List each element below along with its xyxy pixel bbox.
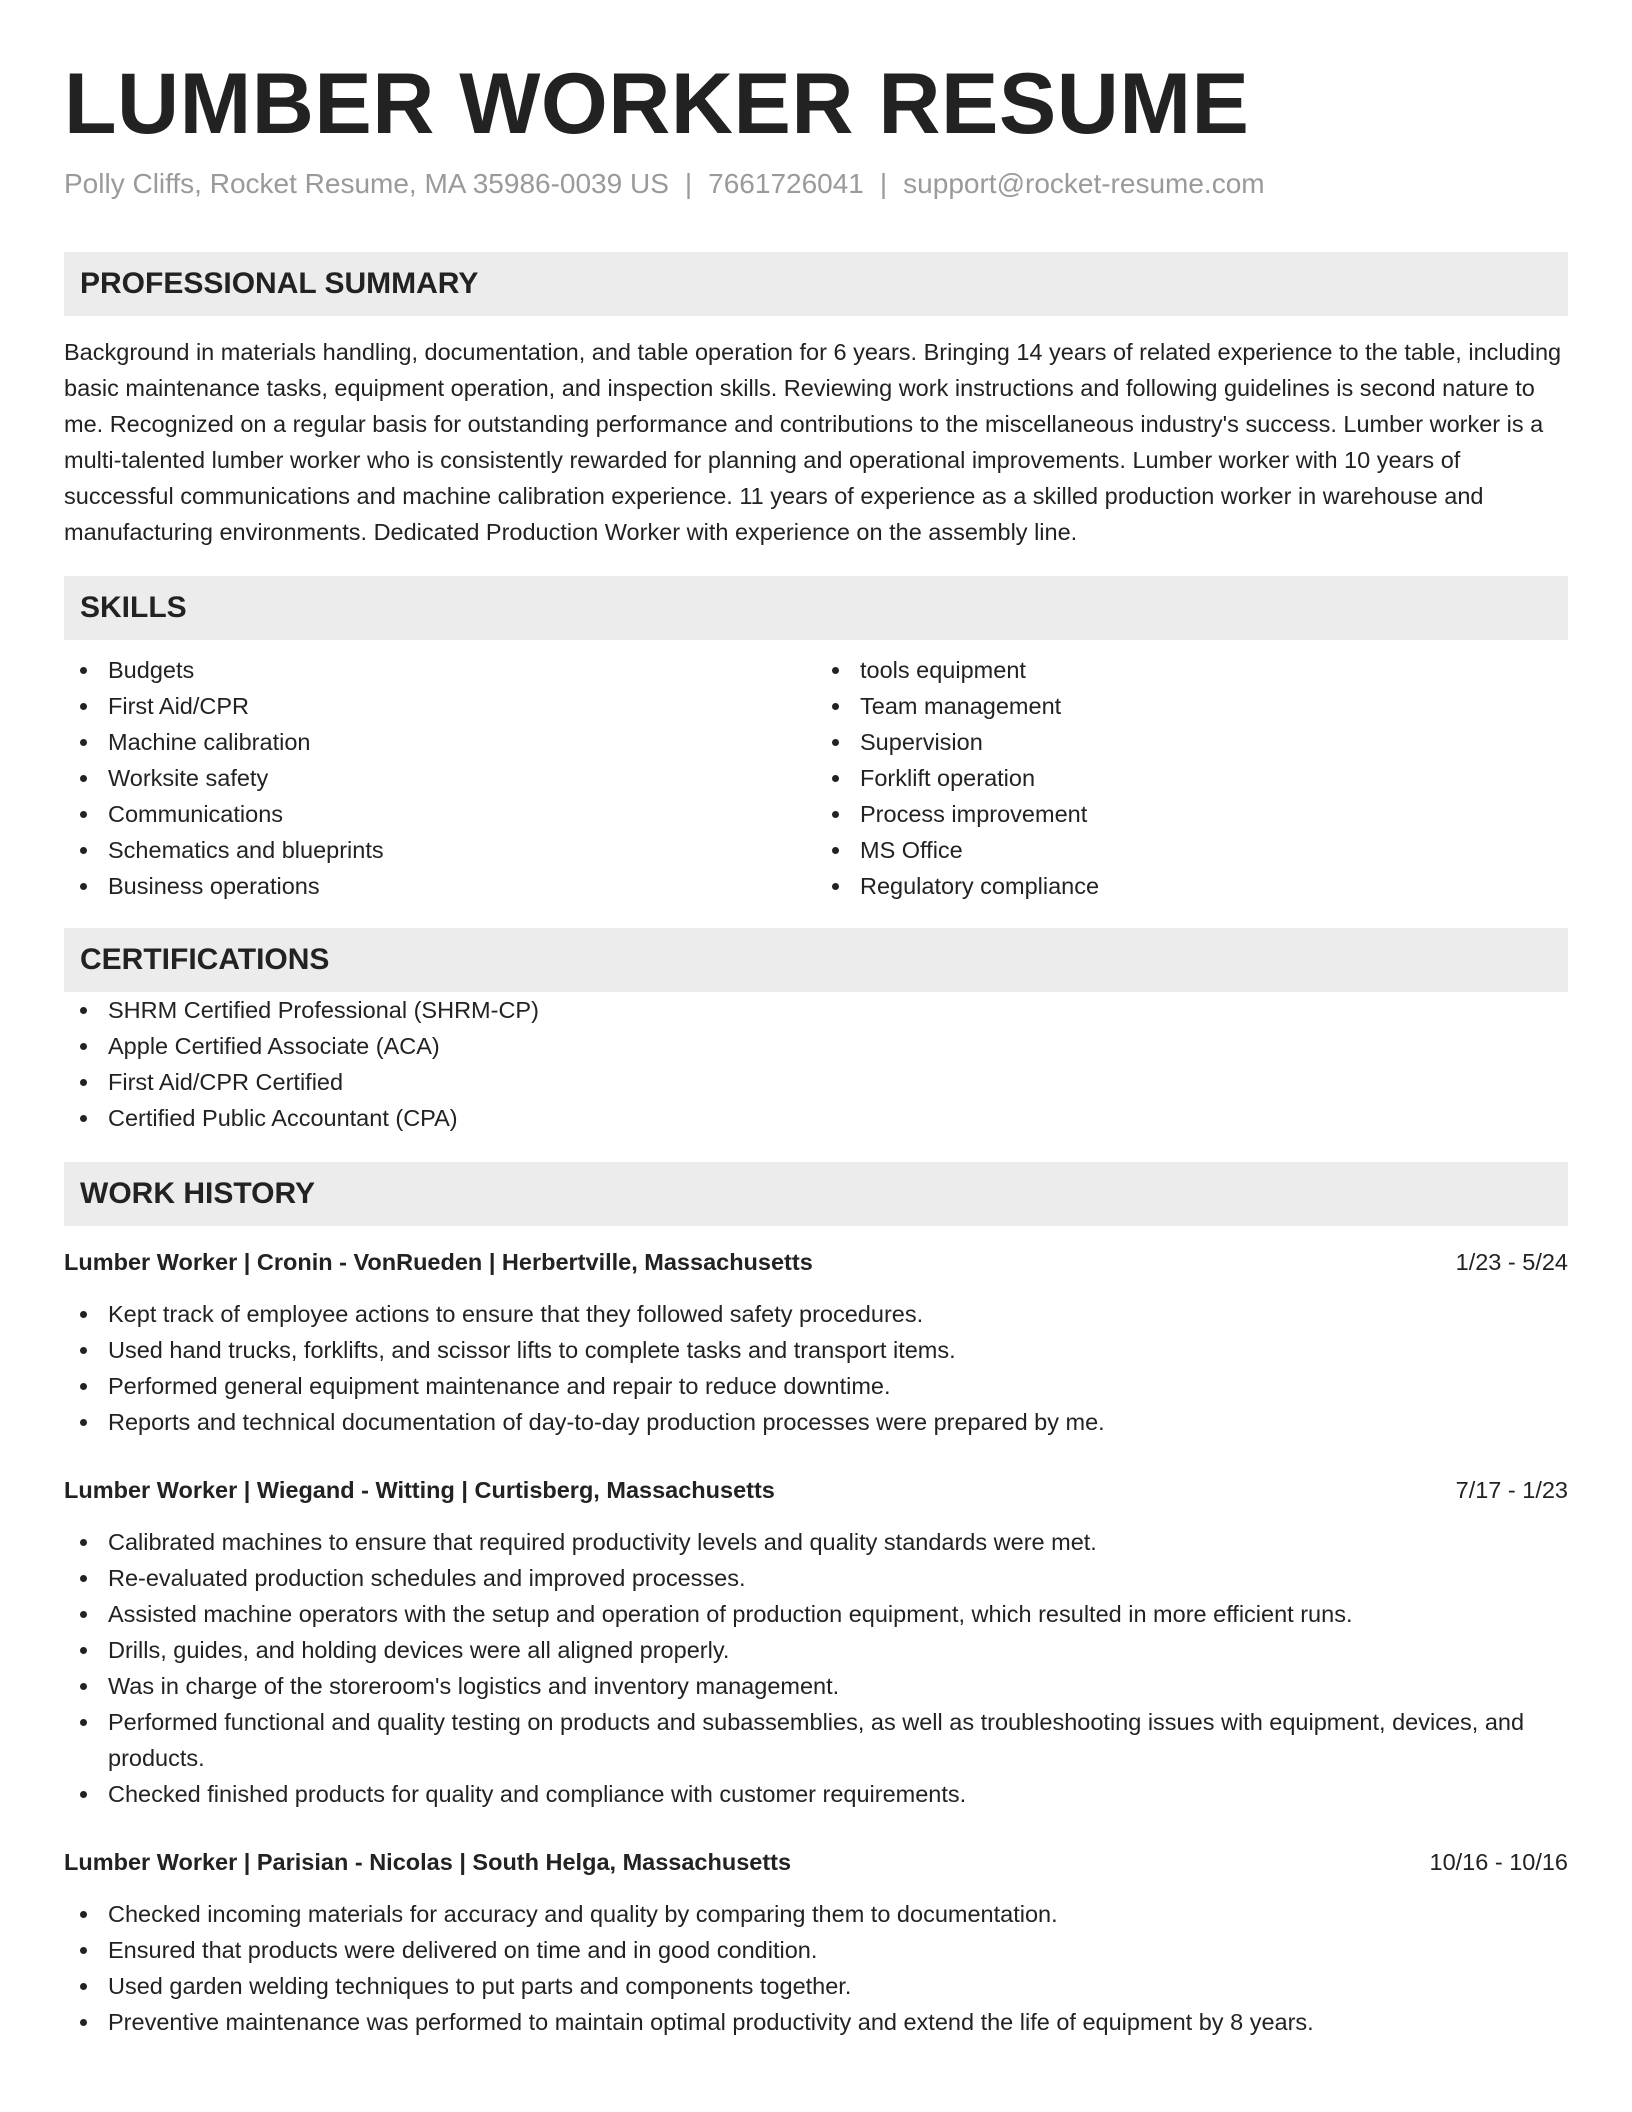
job-duty: Checked incoming materials for accuracy and quality by comparing them to documentation.	[64, 1896, 1568, 1932]
skill-item: Team management	[816, 688, 1568, 724]
certifications-list	[64, 992, 1568, 1136]
certifications-heading: CERTIFICATIONS	[64, 928, 1568, 992]
job-header	[64, 1244, 1568, 1280]
certification-item: SHRM Certified Professional (SHRM-CP)	[64, 992, 1568, 1028]
skill-item: Communications	[64, 796, 816, 832]
skills-heading: SKILLS	[64, 576, 1568, 640]
job-entry	[64, 1244, 1568, 1440]
job-duty: Preventive maintenance was performed to maintain optimal productivity and extend the life of equipment by 8 years.	[64, 2004, 1568, 2040]
skill-item: Worksite safety	[64, 760, 816, 796]
skill-item: Regulatory compliance	[816, 868, 1568, 904]
job-duty: Performed general equipment maintenance and repair to reduce downtime.	[64, 1368, 1568, 1404]
skill-item: First Aid/CPR	[64, 688, 816, 724]
certification-item: First Aid/CPR Certified	[64, 1064, 1568, 1100]
skill-item: Machine calibration	[64, 724, 816, 760]
skills-list-right	[816, 652, 1568, 904]
skills-grid	[64, 652, 1568, 904]
job-header	[64, 1844, 1568, 1880]
resume-title: LUMBER WORKER RESUME	[64, 56, 1250, 152]
job-header	[64, 1472, 1568, 1508]
skill-item: Schematics and blueprints	[64, 832, 816, 868]
skill-item: Budgets	[64, 652, 816, 688]
job-duty: Drills, guides, and holding devices were all aligned properly.	[64, 1632, 1568, 1668]
job-title: Lumber Worker | Wiegand - Witting | Curtisberg, Massachusetts	[64, 1477, 775, 1503]
skill-item: Forklift operation	[816, 760, 1568, 796]
skills-column-right	[816, 652, 1568, 904]
contact-separator: |	[879, 168, 888, 199]
job-title: Lumber Worker | Cronin - VonRueden | Herbertville, Massachusetts	[64, 1249, 813, 1275]
certification-item: Apple Certified Associate (ACA)	[64, 1028, 1568, 1064]
certification-item: Certified Public Accountant (CPA)	[64, 1100, 1568, 1136]
contact-line	[64, 166, 1568, 202]
job-entry	[64, 1472, 1568, 1812]
contact-address: Polly Cliffs, Rocket Resume, MA 35986-0039 US	[64, 168, 669, 199]
skills-column-left	[64, 652, 816, 904]
skills-list-left	[64, 652, 816, 904]
skill-item: MS Office	[816, 832, 1568, 868]
job-duties	[64, 1896, 1568, 2040]
job-duty: Performed functional and quality testing on products and subassemblies, as well as troubleshooting issues with equipment, devices, and products.	[64, 1704, 1568, 1776]
job-dates: 10/16 - 10/16	[1429, 1849, 1568, 1875]
job-entry	[64, 1844, 1568, 2040]
contact-email: support@rocket-resume.com	[903, 168, 1265, 199]
job-dates: 7/17 - 1/23	[1455, 1477, 1568, 1503]
summary-text: Background in materials handling, documentation, and table operation for 6 years. Bringing 14 years of related experience to the table, including basic maintenance tasks, equipment operation, and inspection skills. Reviewing work instructions and following guidelines is second nature to me. Recognized on a regular basis for outstanding performance and contributions to the miscellaneous industry's success. Lumber worker is a multi-talented lumber worker who is consistently rewarded for planning and operational improvements. Lumber worker with 10 years of successful communications and machine calibration experience. 11 years of experience as a skilled production worker in warehouse and manufacturing environments. Dedicated Production Worker with experience on the assembly line.	[64, 339, 1562, 545]
job-duty: Was in charge of the storeroom's logistics and inventory management.	[64, 1668, 1568, 1704]
job-duty: Re-evaluated production schedules and improved processes.	[64, 1560, 1568, 1596]
job-dates: 1/23 - 5/24	[1455, 1249, 1568, 1275]
skill-item: Supervision	[816, 724, 1568, 760]
job-duty: Assisted machine operators with the setup and operation of production equipment, which resulted in more efficient runs.	[64, 1596, 1568, 1632]
contact-separator: |	[684, 168, 693, 199]
job-title: Lumber Worker | Parisian - Nicolas | South Helga, Massachusetts	[64, 1849, 792, 1875]
skill-item: Process improvement	[816, 796, 1568, 832]
job-duties	[64, 1296, 1568, 1440]
job-duties	[64, 1524, 1568, 1812]
job-duty: Used hand trucks, forklifts, and scissor lifts to complete tasks and transport items.	[64, 1332, 1568, 1368]
contact-phone: 7661726041	[708, 168, 864, 199]
skill-item: Business operations	[64, 868, 816, 904]
work-history-heading: WORK HISTORY	[64, 1162, 1568, 1226]
job-duty: Calibrated machines to ensure that required productivity levels and quality standards were met.	[64, 1524, 1568, 1560]
job-duty: Reports and technical documentation of day-to-day production processes were prepared by me.	[64, 1404, 1568, 1440]
skill-item: tools equipment	[816, 652, 1568, 688]
job-duty: Used garden welding techniques to put parts and components together.	[64, 1968, 1568, 2004]
job-duty: Ensured that products were delivered on time and in good condition.	[64, 1932, 1568, 1968]
job-duty: Checked finished products for quality and compliance with customer requirements.	[64, 1776, 1568, 1812]
job-duty: Kept track of employee actions to ensure that they followed safety procedures.	[64, 1296, 1568, 1332]
summary-heading: PROFESSIONAL SUMMARY	[64, 252, 1568, 316]
